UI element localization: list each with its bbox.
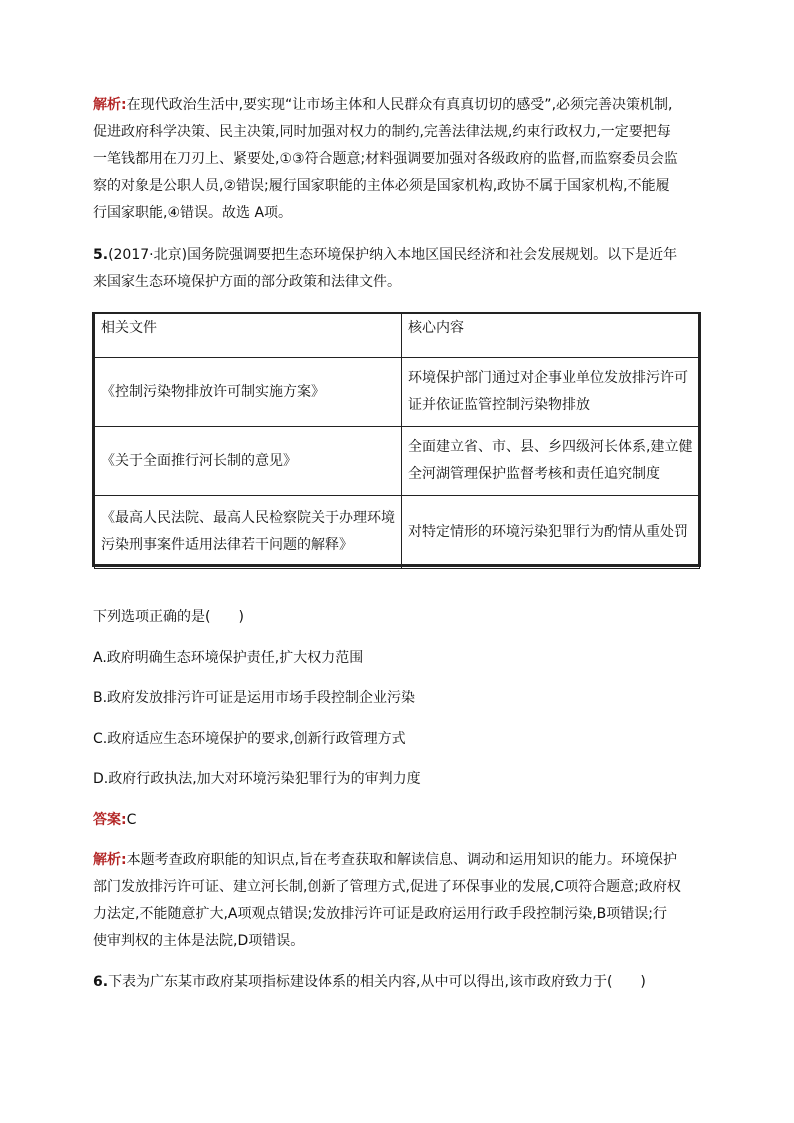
table-border-right xyxy=(698,313,701,566)
table-row xyxy=(95,358,700,427)
analysis-paragraph-1 xyxy=(93,92,693,227)
analysis-line: 行国家职能,④错误。故选 A项。 xyxy=(93,205,293,221)
table-header-row xyxy=(95,314,700,358)
table-cell-content: 对特定情形的环境污染犯罪行为酌情从重处罚 xyxy=(402,496,700,569)
option-c: C.政府适应生态环境保护的要求,创新行政管理方式 xyxy=(93,731,406,747)
option-d: D.政府行政执法,加大对环境污染犯罪行为的审判力度 xyxy=(93,771,421,787)
question-6-stem: 6.下表为广东某市政府某项指标建设体系的相关内容,从中可以得出,该市政府致力于( ) xyxy=(93,974,646,990)
analysis-line: 力法定,不能随意扩大,A项观点错误;发放排污许可证是政府运用行政手段控制污染,B项错误;行 xyxy=(93,906,667,922)
table-header-cell: 相关文件 xyxy=(95,314,402,358)
table-border-bottom xyxy=(94,564,701,567)
table-cell-content: 全面建立省、市、县、乡四级河长体系,建立健 全河湖管理保护监督考核和责任追究制度 xyxy=(402,427,700,496)
table-border-left xyxy=(92,313,95,567)
analysis-label: 解析: xyxy=(93,852,127,868)
analysis-label: 解析: xyxy=(93,97,127,113)
question-number: 6. xyxy=(93,974,109,990)
table-cell-document: 《关于全面推行河长制的意见》 xyxy=(95,427,402,496)
table-border-top xyxy=(92,312,701,314)
answer-label: 答案: xyxy=(93,812,127,828)
table-header-cell: 核心内容 xyxy=(402,314,700,358)
option-b: B.政府发放排污许可证是运用市场手段控制企业污染 xyxy=(93,690,416,706)
table-cell-document: 《控制污染物排放许可制实施方案》 xyxy=(95,358,402,427)
table-cell-document: 《最高人民法院、最高人民检察院关于办理环境 污染刑事案件适用法律若干问题的解释》 xyxy=(95,496,402,569)
option-a: A.政府明确生态环境保护责任,扩大权力范围 xyxy=(93,650,364,666)
analysis-line: 察的对象是公职人员,②错误;履行国家职能的主体必须是国家机构,政协不属于国家机构,不能履 xyxy=(93,178,670,194)
table-row xyxy=(95,427,700,496)
table-cell-content: 环境保护部门通过对企事业单位发放排污许可 证并依证监管控制污染物排放 xyxy=(402,358,700,427)
question-number: 5. xyxy=(93,247,109,263)
question-line: 来国家生态环境保护方面的部分政策和法律文件。 xyxy=(93,274,401,290)
analysis-paragraph-2 xyxy=(93,847,693,955)
table-row xyxy=(95,496,700,569)
answer-value: C xyxy=(126,812,137,828)
analysis-line: 部门发放排污许可证、建立河长制,创新了管理方式,促进了环保事业的发展,C项符合题意;政府权 xyxy=(93,879,681,895)
analysis-line: 解析:本题考查政府职能的知识点,旨在考查获取和解读信息、调动和运用知识的能力。环境保护 xyxy=(93,852,678,868)
question-line: 5.(2017·北京)国务院强调要把生态环境保护纳入本地区国民经济和社会发展规划。以下是近年 xyxy=(93,247,678,263)
question-5-stem xyxy=(93,242,693,296)
analysis-line: 一笔钱都用在刀刃上、紧要处,①③符合题意;材料强调要加强对各级政府的监督,而监察委员会监 xyxy=(93,151,678,167)
question-prompt: 下列选项正确的是( ) xyxy=(93,609,244,625)
analysis-line: 促进政府科学决策、民主决策,同时加强对权力的制约,完善法律法规,约束行政权力,一定要把每 xyxy=(93,124,671,140)
answer-line xyxy=(93,807,136,834)
policy-table xyxy=(94,313,700,569)
analysis-line: 使审判权的主体是法院,D项错误。 xyxy=(93,933,305,949)
analysis-line: 解析:在现代政治生活中,要实现“让市场主体和人民群众有真真切切的感受”,必须完善决策机制, xyxy=(93,97,673,113)
